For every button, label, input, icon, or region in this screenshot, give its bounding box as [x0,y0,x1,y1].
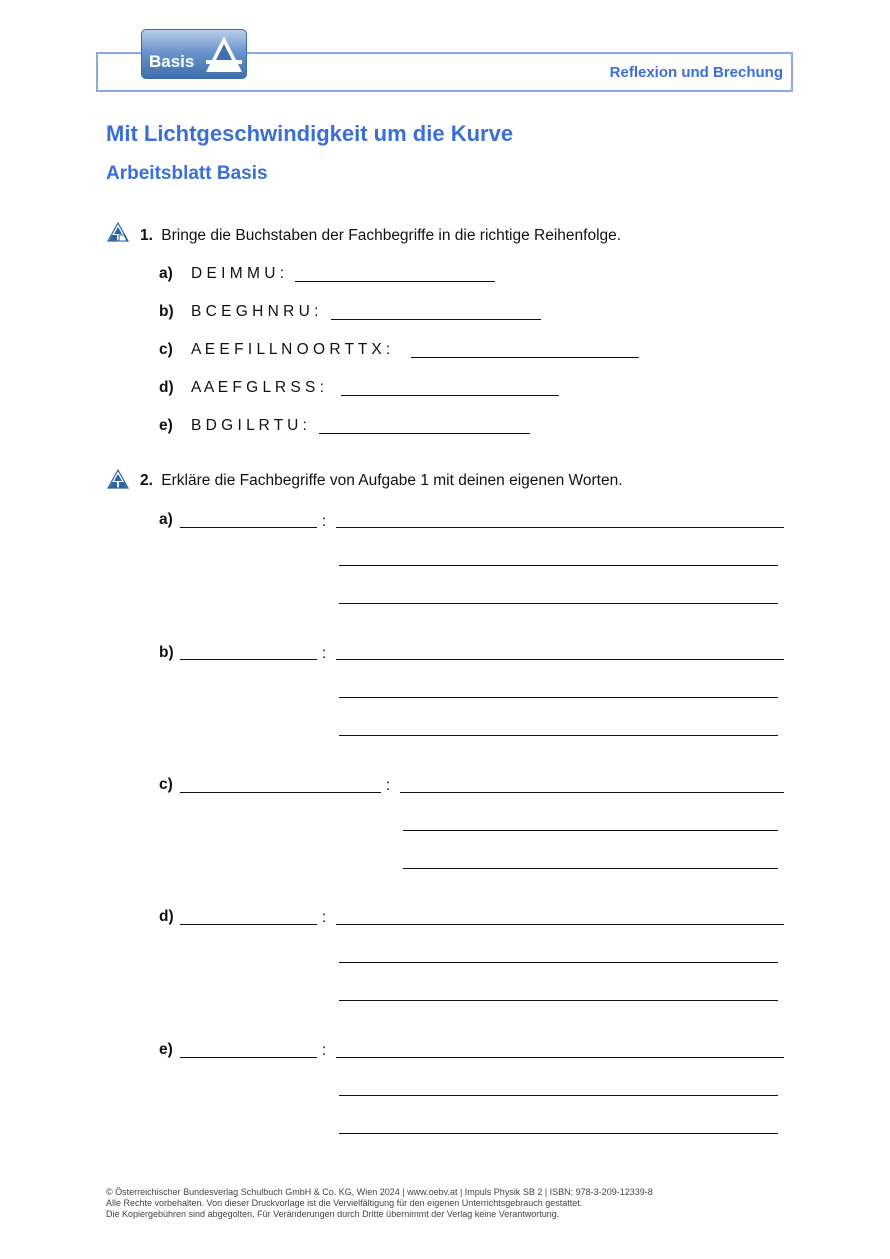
task2-item-b-colon: : [322,645,327,662]
task2-item-d-line-2[interactable] [339,962,778,963]
task1-item-c-letters: A E E F I L L N O O R T T X : [191,341,391,358]
task1-item-d-answer-line[interactable] [341,395,559,396]
task1-item-e-answer-line[interactable] [319,433,530,434]
task2-item-b-line-2[interactable] [339,697,778,698]
task-2 [140,472,623,490]
task1-item-e-letters: B D G I L R T U : [191,417,307,434]
task-2-number: 2. [140,472,153,489]
task2-item-a-line-3[interactable] [339,603,778,604]
level-triangle-icon [107,222,129,242]
task2-item-a-colon: : [322,513,327,530]
footer-fees: Die Kopiergebühren sind abgegolten. Für Veränderungen durch Dritte übernimmt der Verlag keine Verantwortung. [106,1209,560,1219]
task1-item-a-answer-line[interactable] [295,281,495,282]
task2-item-d-line-1[interactable] [336,924,784,925]
task2-item-b-term-line[interactable] [180,659,317,660]
task-2-text: Erkläre die Fachbegriffe von Aufgabe 1 mit deinen eigenen Worten. [161,472,623,489]
task1-item-d-letters: A A E F G L R S S : [191,379,324,396]
task2-item-c-colon: : [386,777,391,794]
task-1 [140,227,621,245]
task1-item-b-letters: B C E G H N R U : [191,303,319,320]
footer [106,1187,653,1220]
task2-item-a-term-line[interactable] [180,527,317,528]
task2-item-c-line-3[interactable] [403,868,778,869]
task2-item-b-line-3[interactable] [339,735,778,736]
task1-item-b-answer-line[interactable] [331,319,541,320]
footer-copyright: © Österreichischer Bundesverlag Schulbuch GmbH & Co. KG, Wien 2024 | www.oebv.at | Impuls Physik SB 2 | ISBN: 978-3-209-12339-8 [106,1187,653,1197]
footer-rights: Alle Rechte vorbehalten. Von dieser Druckvorlage ist die Vervielfältigung für den eigenen Unterrichtsgebrauch gestattet. [106,1198,583,1208]
task1-item-e-label: e) [159,417,173,434]
task2-item-d-term-line[interactable] [180,924,317,925]
task2-item-b-label: b) [159,644,174,661]
task2-item-d-label: d) [159,908,174,925]
task2-item-e-line-3[interactable] [339,1133,778,1134]
task-1-number: 1. [140,227,153,244]
task2-item-d-line-3[interactable] [339,1000,778,1001]
basis-logo-icon [204,34,244,76]
page-title: Mit Lichtgeschwindigkeit um die Kurve [106,121,514,146]
task1-item-a-letters: D E I M M U : [191,265,284,282]
logo-text: Basis [149,52,195,71]
task2-item-a-line-1[interactable] [336,527,784,528]
level-triangle-icon [107,469,129,489]
page-subtitle: Arbeitsblatt Basis [106,163,268,184]
task2-item-b-line-1[interactable] [336,659,784,660]
task2-item-e-term-line[interactable] [180,1057,317,1058]
task1-item-d-label: d) [159,379,174,396]
task1-item-c-answer-line[interactable] [411,357,639,358]
task2-item-c-label: c) [159,776,173,793]
task2-item-d-colon: : [322,909,327,926]
task2-item-c-line-2[interactable] [403,830,778,831]
task2-item-c-term-line[interactable] [180,792,381,793]
task1-item-c-label: c) [159,341,173,358]
basis-logo [141,29,247,79]
task1-item-a-label: a) [159,265,173,282]
task2-item-c-line-1[interactable] [400,792,784,793]
task2-item-e-colon: : [322,1042,327,1059]
task2-item-e-line-2[interactable] [339,1095,778,1096]
task-1-text: Bringe die Buchstaben der Fachbegriffe in die richtige Reihenfolge. [161,227,622,244]
task2-item-e-label: e) [159,1041,173,1058]
task2-item-e-line-1[interactable] [336,1057,784,1058]
task2-item-a-label: a) [159,511,173,528]
task2-item-a-line-2[interactable] [339,565,778,566]
task1-item-b-label: b) [159,303,174,320]
header-topic: Reflexion und Brechung [609,64,783,81]
